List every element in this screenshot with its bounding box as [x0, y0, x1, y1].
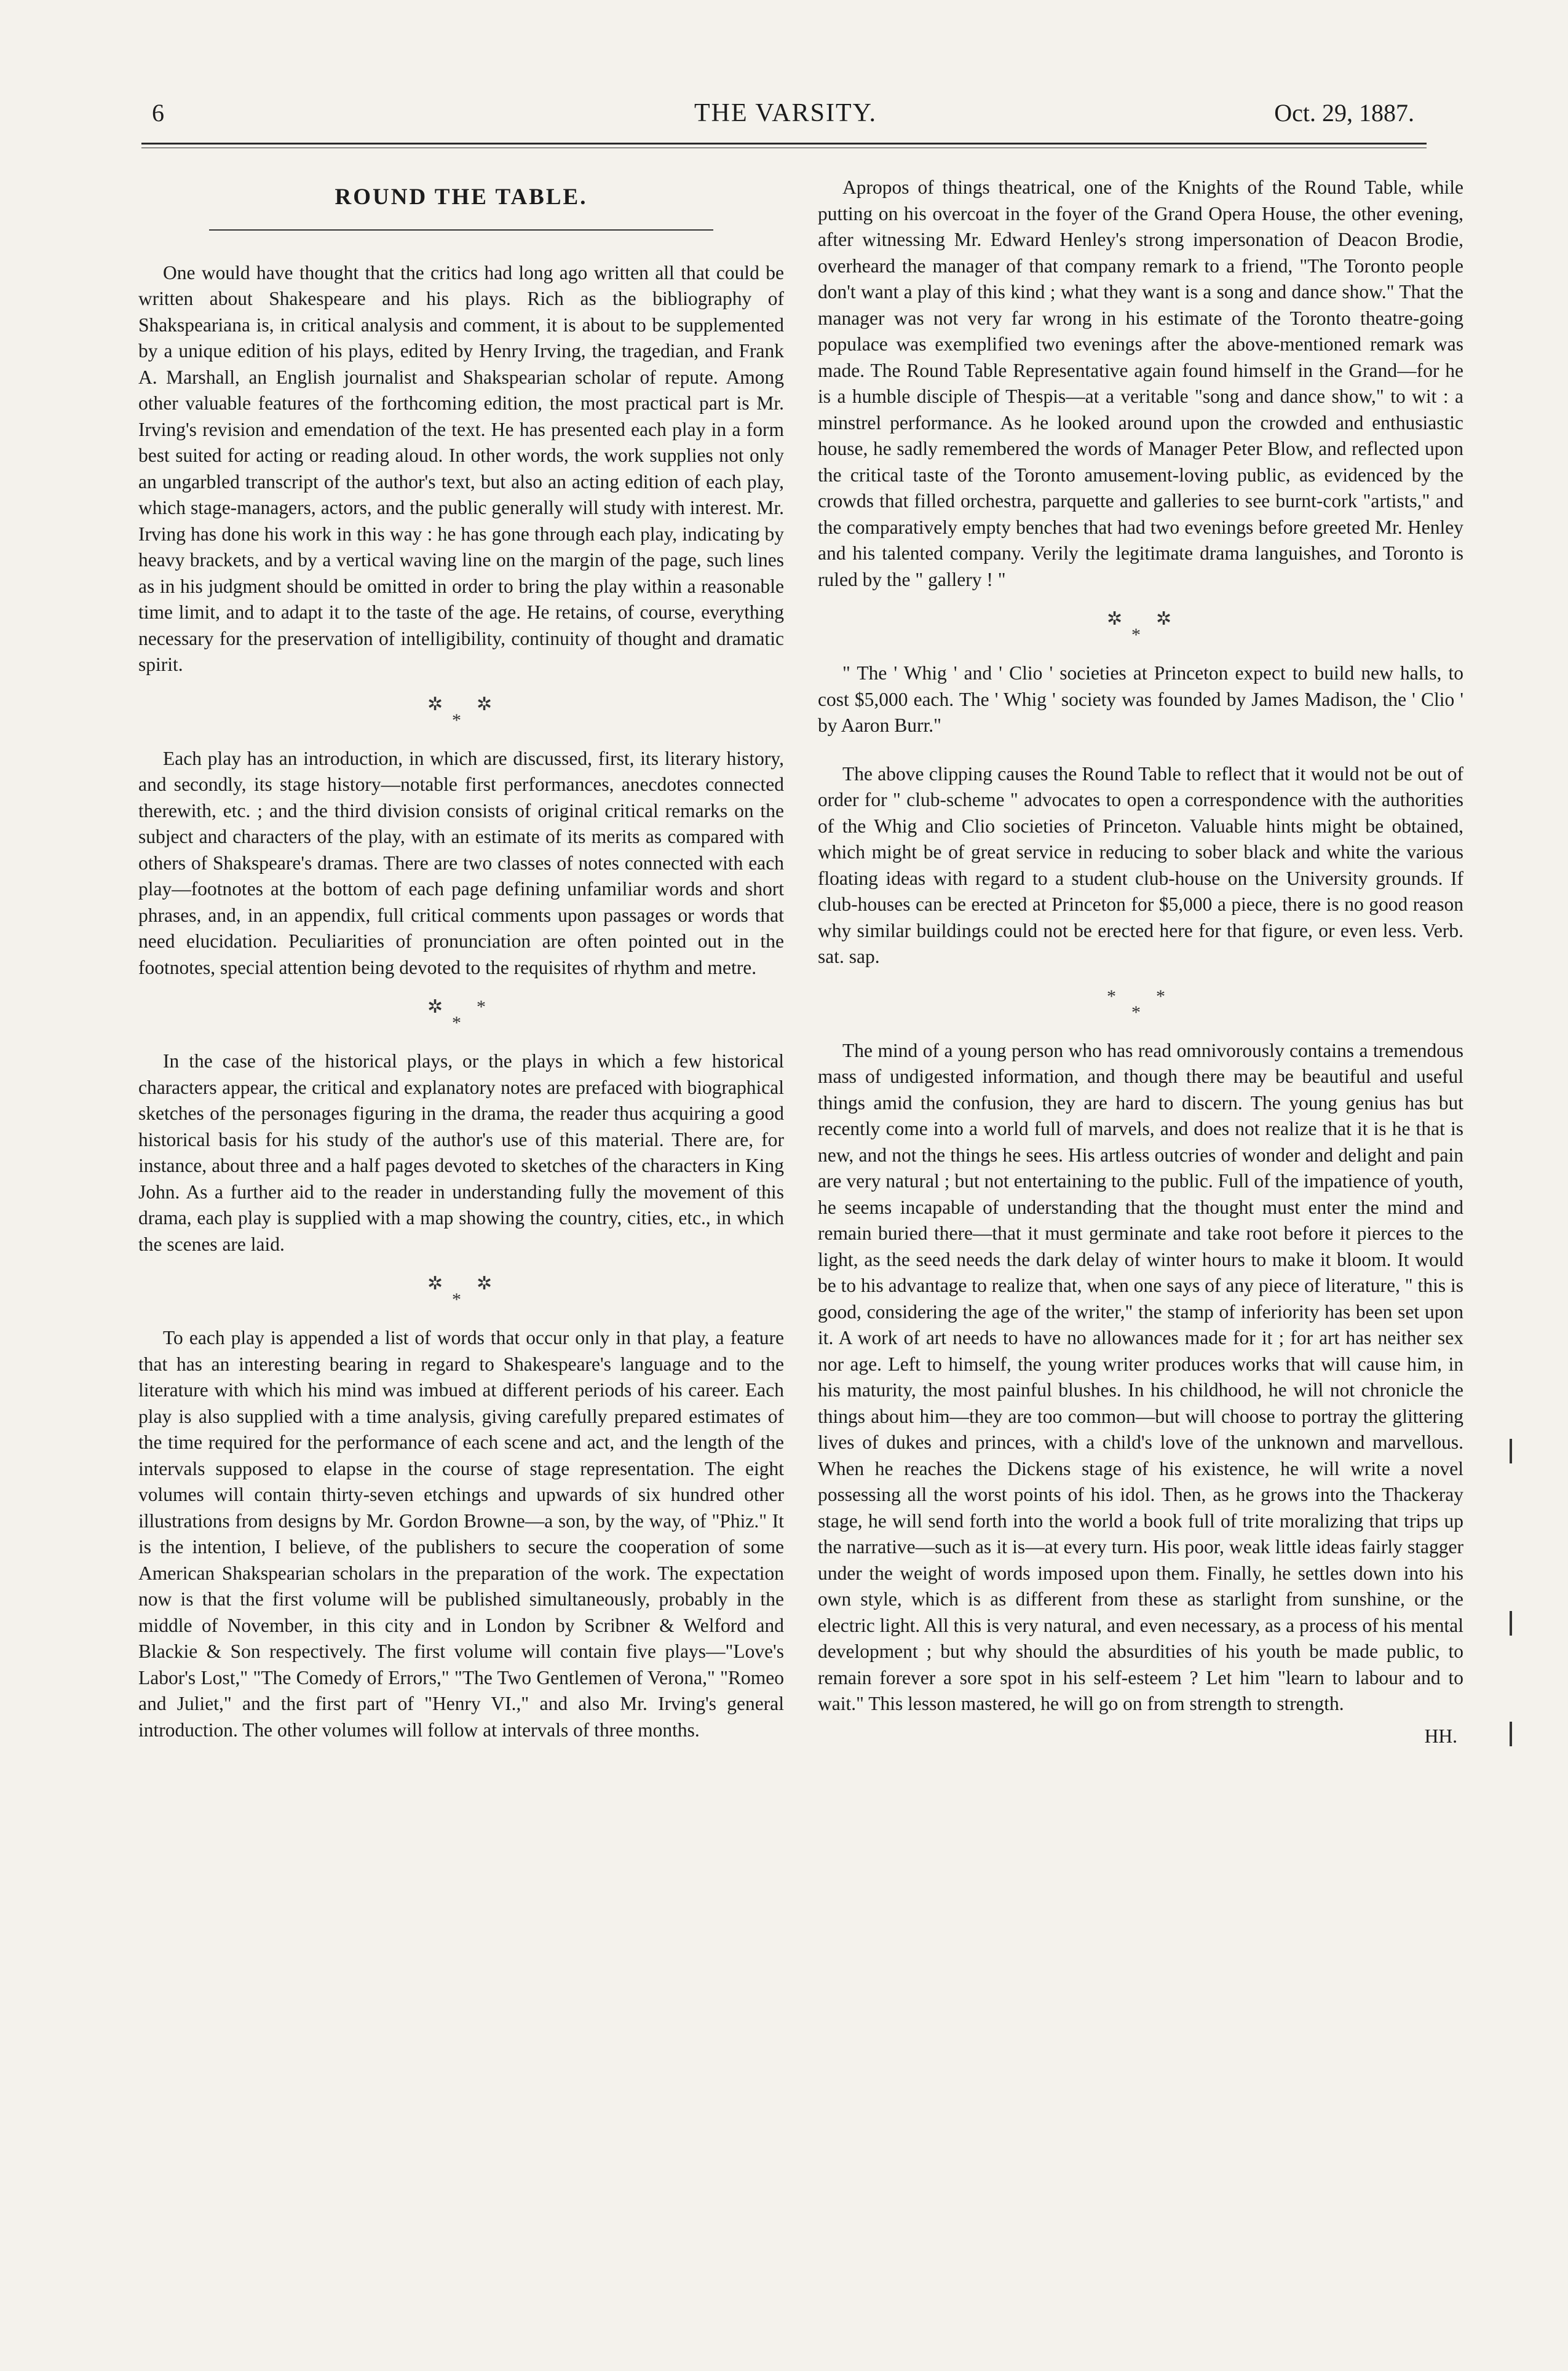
section-separator: ✲ * ✲	[427, 1273, 493, 1310]
scan-mark	[1510, 1439, 1512, 1463]
section-separator: * * *	[1107, 986, 1165, 1023]
issue-date: Oct. 29, 1887.	[1274, 99, 1414, 127]
article-paragraph: Apropos of things theatrical, one of the Knights of the Round Table, while putting on his overcoat in the foyer of the Grand Opera House, the other evening, after witnessing Mr. Edward Henley's strong impersonation of Deacon Brodie, overheard the manager of that company remark to a friend, "The Toronto people don't want a play of this kind ; what they want is a song and dance show." That the manager was not very far wrong in his estimate of the Toronto theatre-going populace was exemplified two evenings after the above-mentioned remark was made. The Round Table Representative again found himself in the Grand—for he is a humble disciple of Thespis—at a veritable "song and dance show," to wit : a minstrel performance. As he looked around upon the crowded and enthusiastic house, he sadly remembered the words of Manager Peter Blow, and reflected upon the critical taste of the Toronto amusement-loving public, as evidenced by the crowds that filled orchestra, parquette and galleries to see burnt-cork "artists," and the comparatively empty benches that had two evenings before greeted Mr. Henley and his talented company. Verily the legitimate drama languishes, and Toronto is ruled by the " gallery ! "	[818, 176, 1463, 590]
scan-mark	[1510, 1611, 1512, 1636]
page-header	[145, 98, 1427, 135]
article-paragraph: The above clipping causes the Round Table to reflect that it would not be out of order for " club-scheme " advocates to open a correspondence with the authorities of the Whig and Clio societies of Princeton. Valuable hints might be obtained, which might be of great service in reducing to sober black and white the various floating ideas with regard to a student club-house on the University grounds. If club-houses can be erected at Princeton for $5,000 a piece, there is no good reason why similar buildings could not be erected here for that figure, or even less. Verb. sat. sap.	[818, 762, 1463, 967]
article-paragraph: Each play has an introduction, in which are discussed, first, its literary history, and secondly, its stage history—notable first performances, anecdotes connected therewith, etc. ; and the third division consists of original critical remarks on the subject and characters of the play, with an estimate of its merits as compared with others of Shakspeare's dramas. There are two classes of notes connected with each play—footnotes at the bottom of each page defining unfamiliar words and short phrases, and, in an appendix, full critical comments upon passages or words that need elucidation. Peculiarities of pronunciation are often pointed out in the footnotes, special attention being devoted to the requisites of rhythm and metre.	[138, 747, 784, 978]
article-paragraph: To each play is appended a list of words that occur only in that play, a feature that has an interesting bearing in regard to Shakespeare's language and to the literature with which his mind was imbued at different periods of his career. Each play is also supplied with a time analysis, giving carefully prepared estimates of the time required for the performance of each scene and act, and the length of the intervals supposed to elapse in the course of stage representation. The eight volumes will contain thirty-seven etchings and upwards of six hundred other illustrations from designs by Mr. Gordon Browne—a son, by the way, of "Phiz." It is the intention, I believe, of the publishers to secure the cooperation of some American Shakspearian scholars in the preparation of the work. The expectation now is that the first volume will be published simultaneously, probably in the middle of November, in this city and in London by Scribner & Welford and Blackie & Son respectively. The first volume will contain five plays—"Love's Labor's Lost," "The Comedy of Errors," "The Two Gentlemen of Verona," "Romeo and Juliet," and the first part of "Henry VI.," and also Mr. Irving's general introduction. The other volumes will follow at intervals of three months.	[138, 1327, 784, 1741]
article-paragraph: In the case of the historical plays, or the plays in which a few historical characters appear, the critical and explanatory notes are prefaced with biographical sketches of the personages figuring in the drama, the reader thus acquiring a good historical basis for his study of the author's use of this material. There are, for instance, about three and a half pages devoted to sketches of the characters in King John. As a further aid to the reader in understanding fully the movement of this drama, each play is supplied with a map showing the country, cities, etc., in which the scenes are laid.	[138, 1050, 784, 1255]
author-signature: HH.	[1424, 1725, 1457, 1747]
section-separator: ✲ * ✲	[1107, 609, 1172, 645]
section-separator: ✲ * ✲	[427, 694, 493, 730]
quoted-clipping: " The ' Whig ' and ' Clio ' societies at Princeton expect to build new halls, to cost $5,000 each. The ' Whig ' society was founded by James Madison, the ' Clio ' by Aaron Burr."	[818, 662, 1463, 736]
scan-mark	[1510, 1722, 1512, 1746]
title-rule	[209, 229, 713, 231]
article-paragraph: The mind of a young person who has read omnivorously contains a tremendous mass of undigested information, and though there may be beautiful and useful things amid the confusion, they are hard to discern. The young genius has but recently come into a world full of marvels, and does not realize that it is he that is new, and not the things he sees. His artless outcries of wonder and delight and pain are very natural ; but not entertaining to the public. Full of the impatience of youth, he seems incapable of understanding that the thought must enter the mind and remain buried there—that it must germinate and take root before it pierces to the light, as the seed needs the dark delay of winter hours to make it bloom. It would be to his advantage to realize that, when one says of any piece of literature, " this is good, considering the age of the writer," the stamp of inferiority has been set upon it. A work of art needs to have no allowances made for it ; for art has neither sex nor age. Left to himself, the young writer produces works that will cause him, in his maturity, the most painful blushes. In his childhood, he will not chronicle the things about him—they are too common—but will choose to portray the glittering lives of dukes and princes, with a child's love of the unknown and marvellous. When he reaches the Dickens stage of his existence, he will write a novel possessing all the worst points of his idol. Then, as he grows into the Thackeray stage, he will send forth into the world a book full of trite moralizing that trips up the narrative—such as it is—at every turn. His poor, weak little ideas fairly stagger under the weight of words imposed upon them. Finally, he settles down into his own style, which is as different from these as starlight from sunshine, or the electric light. All this is very natural, and even necessary, as a process of his mental development ; but why should the absurdities of his youth be made public, to remain forever a sore spot in his self-esteem ? Let him "learn to labour and to wait." This lesson mastered, he will go on from strength to strength.	[818, 1039, 1463, 1714]
section-title: ROUND THE TABLE.	[335, 184, 588, 210]
page-number: 6	[152, 99, 164, 127]
publication-title: THE VARSITY.	[694, 99, 877, 127]
header-rule	[141, 143, 1427, 144]
right-column	[818, 172, 1463, 1749]
article-paragraph: One would have thought that the critics had long ago written all that could be written about Shakespeare and his plays. Rich as the bibliography of Shakspeariana is, in critical analysis and comment, it is about to be supplemented by a unique edition of his plays, edited by Henry Irving, the tragedian, and Frank A. Marshall, an English journalist and Shakspearian scholar of repute. Among other valuable features of the forthcoming edition, the most practical part is Mr. Irving's revision and emendation of the text. He has presented each play in a form best suited for acting or reading aloud. In other words, the work supplies not only an ungarbled transcript of the author's text, but also an acting edition of each play, which stage-managers, actors, and the public generally will study with interest. Mr. Irving has done his work in this way : he has gone through each play, indicating by heavy brackets, and by a vertical waving line on the margin of the page, such lines as in his judgment should be omitted in order to bring the play within a reasonable time limit, and to adapt it to the taste of the age. He retains, of course, everything necessary for the preservation of intelligibility, continuity of thought and dramatic spirit.	[138, 261, 784, 675]
left-column	[138, 172, 784, 1743]
section-separator: ✲ * *	[427, 997, 486, 1033]
